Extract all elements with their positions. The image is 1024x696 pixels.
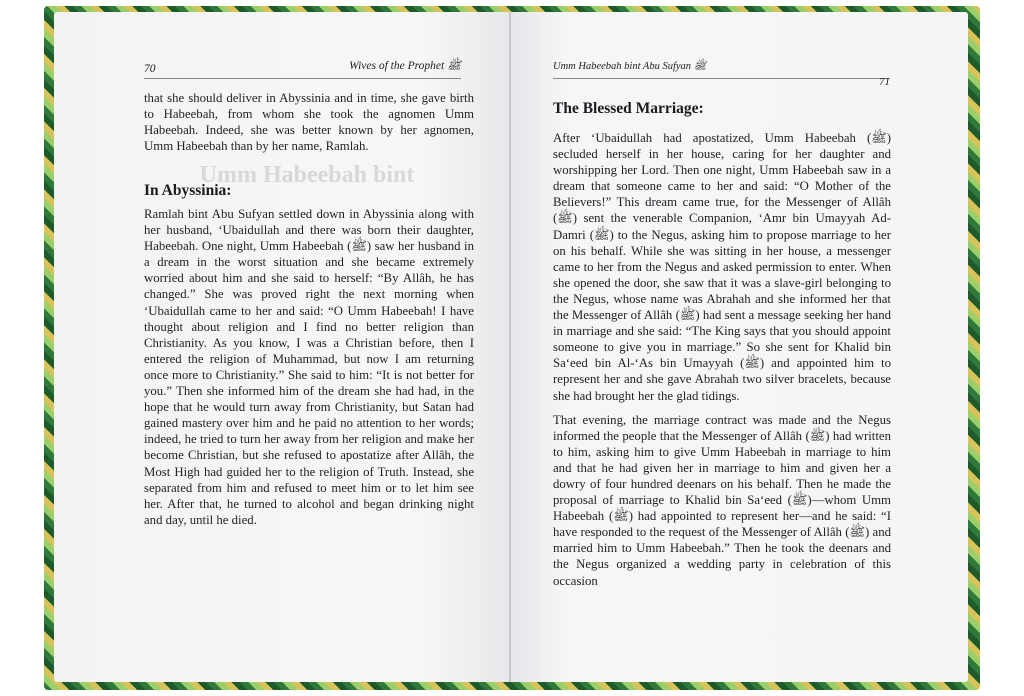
left-section-paragraph: Ramlah bint Abu Sufyan settled down in Abyssinia along with her husband, ‘Ubaidullah and there was born their daughter, Habeebah. One night, Umm Habeebah (ﷺ) saw her husband in a dream in the worst situation and she became extremely worried about him and she said to herself: “By Allâh, he has changed.” She was proved right the next morning when ‘Ubaidullah came to her and said: “O Umm Habeebah! I have thought about religion and I find no better religion than Christianity. As you know, I was a Christian before, then I entered the religion of Muhammad, but now I am returning once more to Christianity.” She said to him: “It is not better for you.” Then she informed him of the dream she had had, in the hope that he would turn away from Christianity, but Satan had gained mastery over him and he paid no attention to her words; indeed, he tried to turn her away from her religion and make her become Christian, but she refused to apostatize after Allâh, the Most High had guided her to the religion of Truth. Instead, she separated from him and refused to meet him or to let him see her. After that, he turned to alcohol and began drinking night and day, until he died.	[144, 207, 474, 527]
left-section-block	[144, 206, 474, 528]
open-book	[54, 12, 968, 682]
left-intro-paragraph: that she should deliver in Abyssinia and in time, she gave birth to Habeebah, from whom she took the agnomen Umm Habeebah. Indeed, she was better known by her agnomen, Umm Habeebah than by her name, Ramlah.	[144, 91, 474, 154]
right-running-title: Umm Habeebah bint Abu Sufyan ﷺ	[553, 61, 707, 72]
left-running-title: Wives of the Prophet ﷺ	[349, 60, 461, 72]
right-section-heading: The Blessed Marriage:	[553, 100, 704, 117]
right-text-block	[553, 130, 891, 589]
right-paragraph-2: That evening, the marriage contract was made and the Negus informed the people that the Messenger of Allâh (ﷺ) had written to him, asking him to give Umm Habeebah in marriage to him and that he had given her in marriage to him and given her a dowry of four hundred deenars on his behalf. Then he made the proposal of marriage to Khalid bin Sa‘eed (ﷺ)—whom Umm Habeebah (ﷺ) had appointed to represent her—and he said: “I have responded to the request of the Messenger of Allâh (ﷺ) and married him to Umm Habeebah.” Then he took the deenars and the Negus organized a wedding party in celebration of this occasion	[553, 412, 892, 588]
show-through-heading: Umm Habeebah bint	[199, 162, 415, 188]
left-section-heading: In Abyssinia:	[144, 182, 232, 199]
right-page-number: 71	[879, 76, 890, 88]
left-running-head	[144, 56, 461, 79]
right-page	[509, 12, 968, 682]
book-gutter	[509, 12, 511, 682]
left-intro-block	[144, 90, 474, 154]
left-page	[54, 12, 509, 682]
right-running-head	[553, 56, 890, 88]
right-paragraph-1: After ‘Ubaidullah had apostatized, Umm Habeebah (ﷺ) secluded herself in her house, caring for her daughter and worshipping her Lord. Then one night, Umm Habeebah saw in a dream that someone came to her and said: “O Mother of the Believers!” This dream came true, for the Messenger of Allâh (ﷺ) sent the venerable Companion, ‘Amr bin Umayyah Ad-Damri (ﷺ) to the Negus, asking him to propose marriage to her on his behalf. While she was sitting in her house, a messenger came to her from the Negus and asked permission to enter. When she opened the door, she saw that it was a slave-girl belonging to the Negus, whose name was Abrahah and she informed her that the Messenger of Allâh (ﷺ) had sent a message seeking her hand in marriage and she said: “The King says that you should appoint someone to give you in marriage.” So she sent for Khalid bin Sa‘eed bin Al-‘As bin Umayyah (ﷺ) and appointed him to represent her and she gave Abrahah two silver bracelets, because she had brought her the glad tidings.	[553, 131, 891, 403]
left-page-number: 70	[144, 63, 156, 75]
